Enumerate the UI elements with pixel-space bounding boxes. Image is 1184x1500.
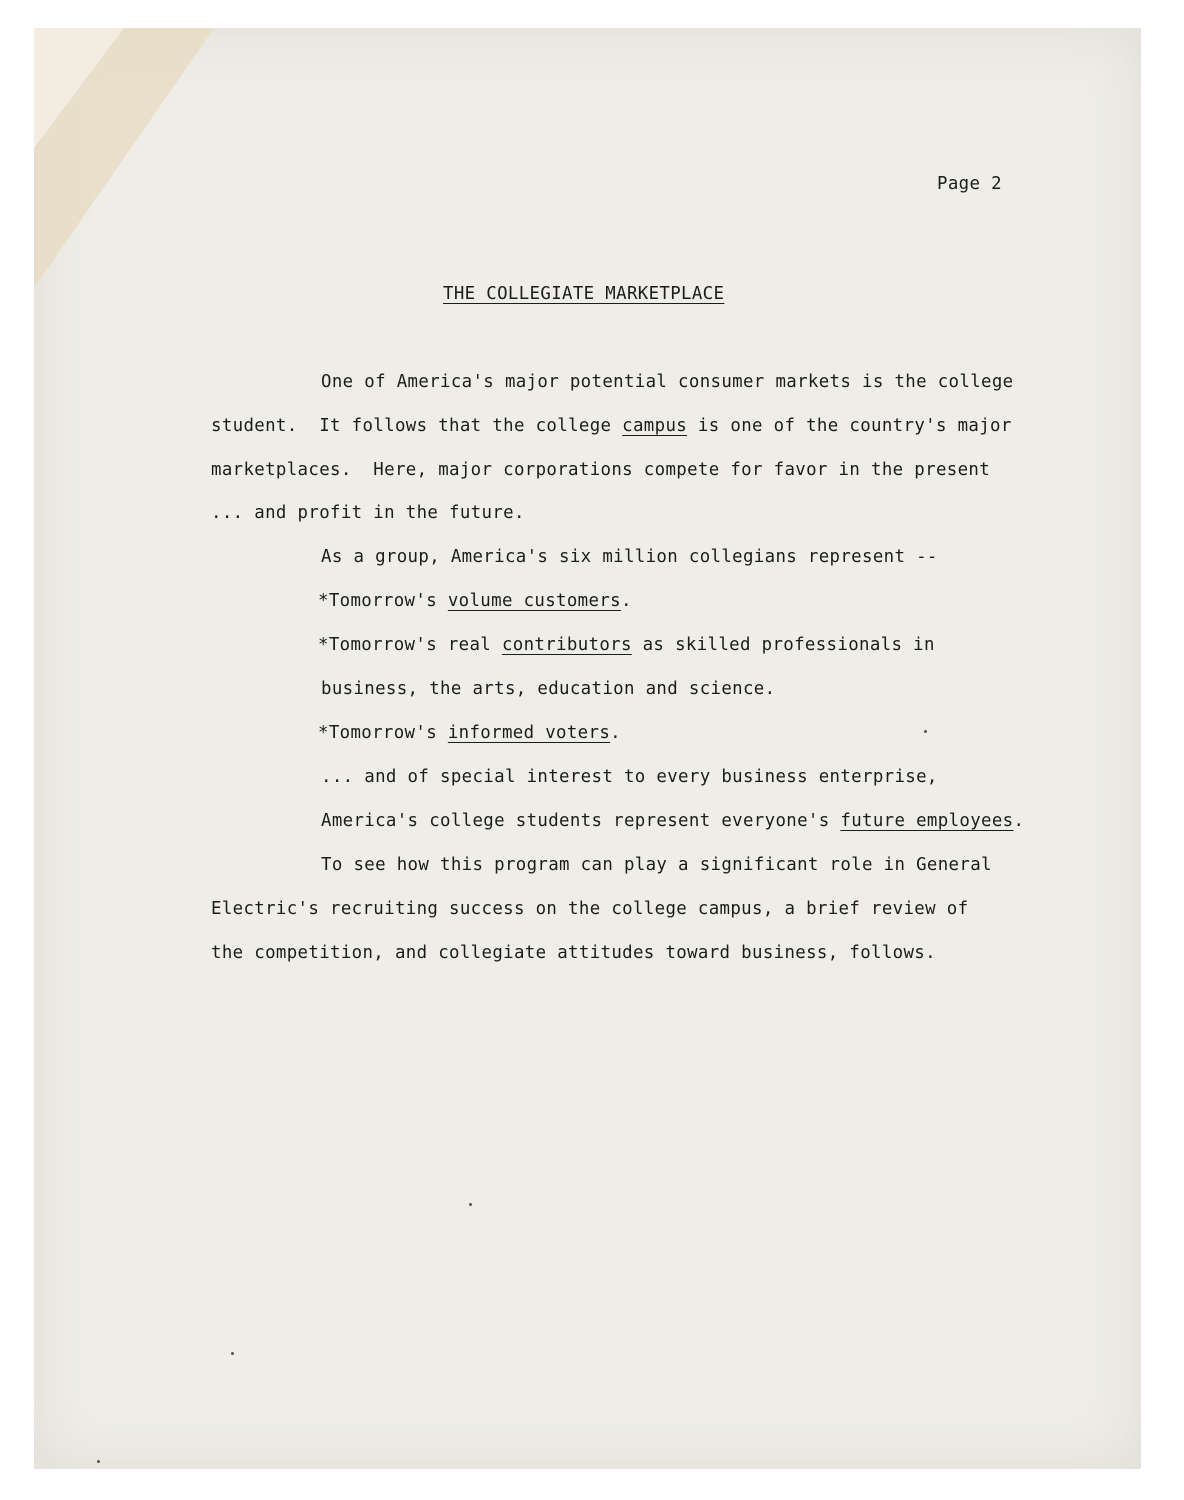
ink-speck xyxy=(231,1352,234,1355)
text-run: . xyxy=(610,723,621,743)
text-run: *Tomorrow's real xyxy=(318,635,502,655)
text-run: ... and profit in the future. xyxy=(211,503,525,523)
paragraph-line xyxy=(211,503,525,523)
text-run: *Tomorrow's xyxy=(318,723,448,743)
text-run: Electric's recruiting success on the college campus, a brief review of xyxy=(211,899,969,919)
underlined-term-volume-customers: volume customers xyxy=(447,591,621,611)
text-run: . xyxy=(620,591,632,611)
ink-speck xyxy=(469,1203,472,1206)
folded-corner-highlight xyxy=(34,28,124,148)
text-run: To see how this program can play a significant role in General xyxy=(321,855,992,875)
bullet-line xyxy=(318,723,621,743)
underlined-term-contributors: contributors xyxy=(501,635,632,655)
paragraph-line xyxy=(321,547,938,567)
text-run: One of America's major potential consumer markets is the college xyxy=(321,372,1014,392)
text-run: ... and of special interest to every business enterprise, xyxy=(321,767,938,787)
text-run: the competition, and collegiate attitudes toward business, follows. xyxy=(211,943,936,963)
page-title: THE COLLEGIATE MARKETPLACE xyxy=(443,284,725,304)
underlined-term-future-employees: future employees xyxy=(840,811,1014,831)
underlined-term-campus: campus xyxy=(622,416,688,436)
text-run: business, the arts, education and science. xyxy=(321,679,776,699)
page-number: Page 2 xyxy=(937,174,1002,194)
paragraph-line xyxy=(321,811,1024,831)
ink-speck xyxy=(924,730,927,733)
text-run: student. It follows that the college xyxy=(211,416,623,436)
bullet-line xyxy=(318,635,935,655)
text-run: *Tomorrow's xyxy=(318,591,448,611)
text-run: America's college students represent everyone's xyxy=(321,811,841,831)
paragraph-line xyxy=(211,416,1012,436)
paragraph-line xyxy=(211,899,968,919)
ink-speck xyxy=(97,1460,100,1463)
bullet-continuation-line xyxy=(321,679,775,699)
text-run: marketplaces. Here, major corporations compete for favor in the present xyxy=(211,460,991,480)
text-run: as skilled professionals in xyxy=(631,635,935,655)
paragraph-line xyxy=(211,943,936,963)
paragraph-line xyxy=(321,372,1013,392)
underlined-term-informed-voters: informed voters xyxy=(447,723,611,743)
paragraph-line xyxy=(321,855,992,875)
text-run: is one of the country's major xyxy=(687,416,1012,436)
text-run: . xyxy=(1013,811,1025,831)
paragraph-line xyxy=(211,460,990,480)
bullet-line xyxy=(318,591,632,611)
text-run: As a group, America's six million collegians represent -- xyxy=(321,547,938,567)
paragraph-line xyxy=(321,767,938,787)
